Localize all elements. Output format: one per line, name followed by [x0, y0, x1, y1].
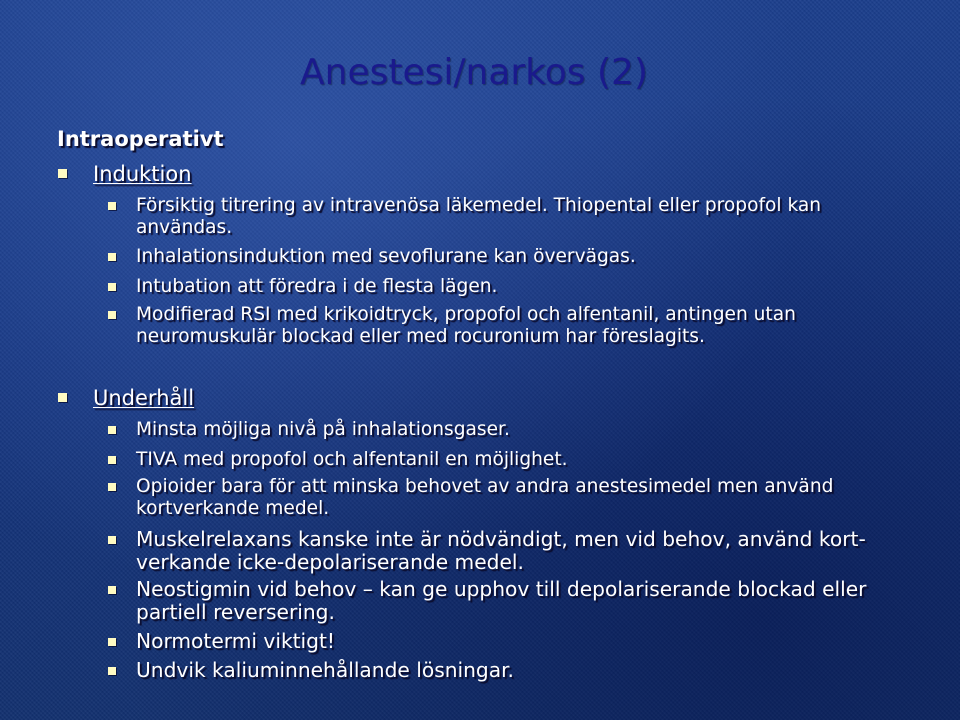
list-item-text: Undvik kaliuminnehållande lösningar.: [136, 658, 514, 682]
square-bullet-icon: [108, 536, 116, 544]
section-heading: Intraoperativt: [57, 127, 224, 151]
square-bullet-icon: [108, 456, 116, 464]
list-item: [108, 419, 903, 441]
list-item-text: Normotermi viktigt!: [136, 629, 335, 653]
square-bullet-icon: [108, 202, 116, 210]
square-bullet-icon: [108, 426, 116, 434]
list-item-text: Intubation att föredra i de flesta lägen.: [136, 276, 498, 297]
list-item: [108, 246, 903, 268]
list-item: [108, 630, 903, 653]
square-bullet-icon: [108, 253, 116, 261]
list-item-text: Opioider bara för att minska behovet av andra anestesimedel men använd kortverkande medel.: [136, 476, 834, 519]
list-item-text: Inhalationsinduktion med sevoflurane kan övervägas.: [136, 246, 636, 267]
list-item: [108, 449, 903, 471]
list-item-text: Neostigmin vid behov – kan ge upphov till depolariserande blockad eller partiell reversering.: [136, 577, 867, 624]
square-bullet-icon: [58, 393, 67, 402]
list-item: [108, 195, 903, 239]
slide-title: Anestesi/narkos (2): [300, 52, 648, 93]
list-item-text: TIVA med propofol och alfentanil en möjlighet.: [136, 449, 568, 470]
list-item: [108, 528, 903, 574]
section-label: Induktion: [93, 162, 192, 186]
square-bullet-icon: [108, 311, 116, 319]
list-item: [108, 276, 903, 298]
list-item: [108, 476, 903, 520]
list-item: [108, 304, 903, 348]
square-bullet-icon: [58, 169, 67, 178]
list-item-text: Muskelrelaxans kanske inte är nödvändigt, men vid behov, använd kort-verkande icke-depolariserande medel.: [136, 527, 866, 574]
square-bullet-icon: [108, 483, 116, 491]
square-bullet-icon: [108, 586, 116, 594]
list-item-text: Försiktig titrering av intravenösa läkemedel. Thiopental eller propofol kan användas.: [136, 195, 822, 238]
list-item-text: Minsta möjliga nivå på inhalationsgaser.: [136, 419, 510, 440]
list-item: [108, 578, 903, 624]
square-bullet-icon: [108, 283, 116, 291]
list-item: [108, 659, 903, 682]
square-bullet-icon: [108, 638, 116, 646]
list-item-text: Modifierad RSI med krikoidtryck, propofol och alfentanil, antingen utan neuromuskulär blockad eller med rocuronium har föreslagits.: [136, 304, 796, 347]
section-label: Underhåll: [93, 386, 195, 410]
square-bullet-icon: [108, 667, 116, 675]
